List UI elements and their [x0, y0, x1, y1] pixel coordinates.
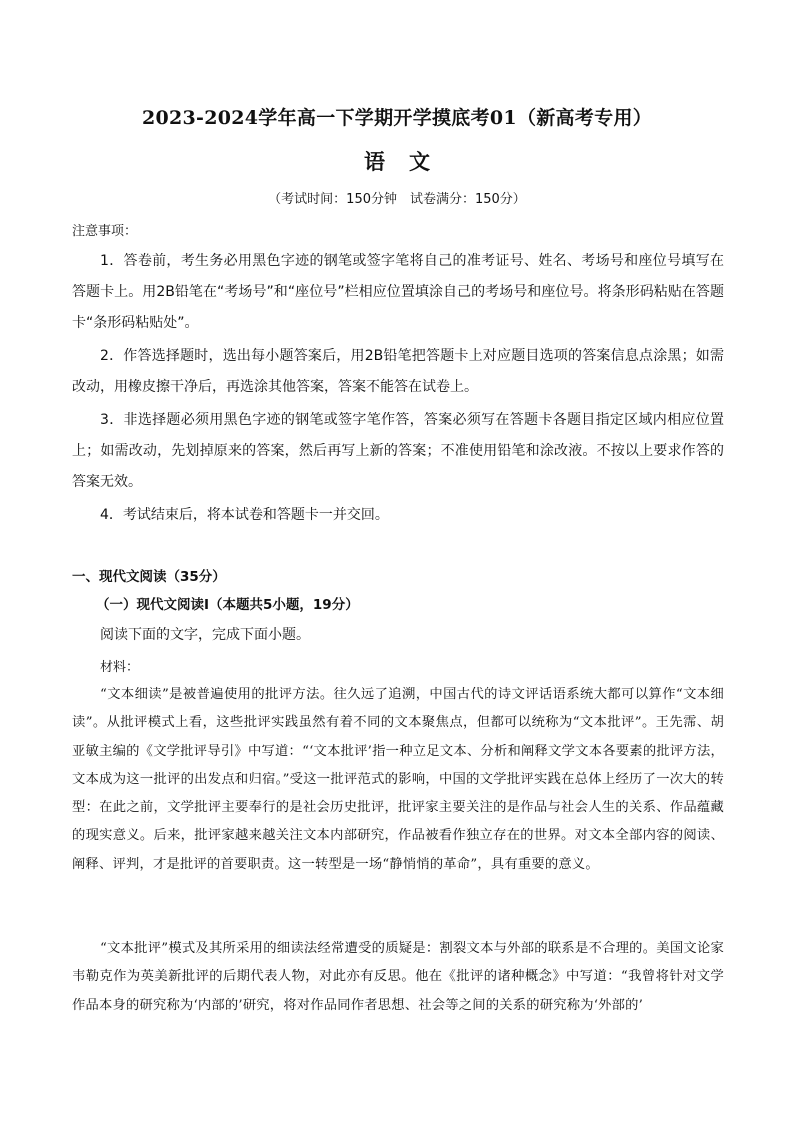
notice-item-1: 1．答卷前，考生务必用黑色字迹的钢笔或签字笔将自己的准考证号、姓名、考场号和座位号填写在答题卡上。用2B铅笔在“考场号”和“座位号”栏相应位置填涂自己的考场号和座位号。将条形码粘贴在答题卡“条形码粘贴处”。: [72, 253, 724, 331]
exam-title: 2023-2024学年高一下学期开学摸底考01（新高考专用）: [141, 107, 653, 129]
subject-title: 语文: [364, 149, 454, 174]
material-paragraph-1: “文本细读”是被普遍使用的批评方法。往久远了追溯，中国古代的诗文评话语系统大都可以算作“文本细读”。从批评模式上看，这些批评实践虽然有着不同的文本聚焦点，但都可以统称为“文本批评”。王先霈、胡亚敏主编的《文学批评导引》中写道：“‘文本批评’指一种立足文本、分析和阐释文学文本各要素的批评方法，文本成为这一批评的出发点和归宿。”受这一批评范式的影响，中国的文学批评实践在总体上经历了一次大的转型：在此之前，文学批评主要奉行的是社会历史批评，批评家主要关注的是作品与社会人生的关系、作品蕴藏的现实意义。后来，批评家越来越关注文本内部研究，作品被看作独立存在的世界。对文本全部内容的阅读、阐释、评判，才是批评的首要职责。这一转型是一场“静悄悄的革命”，具有重要的意义。: [72, 687, 724, 872]
notice-heading: 注意事项：: [72, 224, 138, 239]
notice-item-2: 2．作答选择题时，选出每小题答案后，用2B铅笔把答题卡上对应题目选项的答案信息点涂黑；如需改动，用橡皮擦干净后，再选涂其他答案，答案不能答在试卷上。: [72, 348, 724, 395]
notice-item-3: 3．非选择题必须用黑色字迹的钢笔或签字笔作答，答案必须写在答题卡各题目指定区域内相应位置上；如需改动，先划掉原来的答案，然后再写上新的答案；不准使用铅笔和涂改液。不按以上要求作答的答案无效。: [72, 412, 724, 490]
exam-info: （考试时间：150分钟 试卷满分：150分）: [268, 192, 526, 207]
material-label: 材料：: [100, 660, 140, 675]
reading-instruction: 阅读下面的文字，完成下面小题。: [100, 627, 310, 643]
subsection-heading: （一）现代文阅读Ⅰ（本题共5小题，19分）: [96, 597, 359, 613]
material-paragraph-2: “文本批评”模式及其所采用的细读法经常遭受的质疑是：割裂文本与外部的联系是不合理的。美国文论家韦勒克作为英美新批评的后期代表人物，对此亦有反思。他在《批评的诸种概念》中写道：“我曾将针对文学作品本身的研究称为‘内部的’研究，将对作品同作者思想、社会等之间的关系的研究称为‘外部的’: [72, 941, 724, 1013]
notice-item-4: 4．考试结束后，将本试卷和答题卡一并交回。: [100, 507, 389, 523]
section-heading: 一、现代文阅读（35分）: [72, 569, 226, 585]
